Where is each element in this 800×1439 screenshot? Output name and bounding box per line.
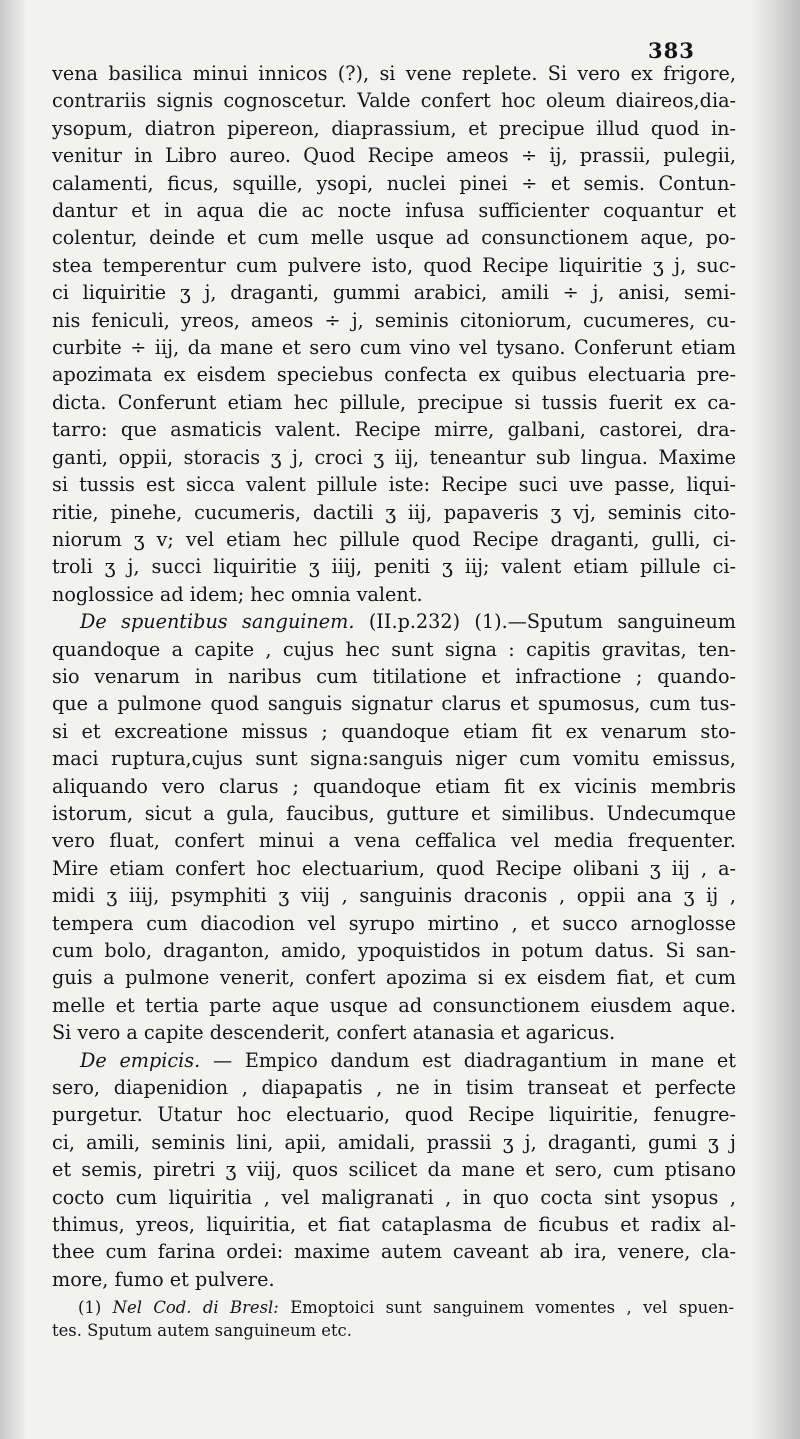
footnote-line: tes. Sputum autem sanguineum etc. xyxy=(52,1321,352,1340)
footnote-marker: (1) xyxy=(78,1298,102,1317)
text-line: maci ruptura,cujus sunt signa:sanguis niger cum vomitu emissus, xyxy=(52,747,736,771)
section-first-line-text: (II.p.232) (1).—Sputum sanguineum xyxy=(354,610,736,634)
text-line: apozimata ex eisdem speciebus confecta ex quibus electuaria pre- xyxy=(52,363,736,387)
text-line: et semis, piretri ʒ viij, quos scilicet da mane et sero, cum ptisano xyxy=(52,1158,736,1182)
main-text xyxy=(52,60,736,1293)
text-line: melle et tertia parte aque usque ad consunctionem eiusdem aque. xyxy=(52,993,736,1017)
text-line: que a pulmone quod sanguis signatur clarus et spumosus, cum tus- xyxy=(52,692,736,716)
text-line: ritie, pinehe, cucumeris, dactili ʒ iij, papaveris ʒ vj, seminis cito- xyxy=(52,500,736,524)
text-line: more, fumo et pulvere. xyxy=(52,1267,275,1291)
page-number: 383 xyxy=(648,38,695,63)
section-first-line xyxy=(52,608,736,635)
text-line: calamenti, ficus, squille, ysopi, nuclei pinei ÷ et semis. Contun- xyxy=(52,171,736,195)
footnote-text: Emoptoici sunt sanguinem vomentes , vel spuen- xyxy=(278,1298,734,1317)
footnote-source: Nel Cod. di Bresl: xyxy=(112,1298,279,1317)
section-heading: De spuentibus sanguinem. xyxy=(80,610,355,634)
text-line: quandoque a capite , cujus hec sunt signa : capitis gravitas, ten- xyxy=(52,637,736,661)
text-line: vero fluat, confert minui a vena ceffalica vel media frequenter. xyxy=(52,829,736,853)
text-line: venitur in Libro aureo. Quod Recipe ameos ÷ ij, prassii, pulegii, xyxy=(52,144,736,168)
text-line: sio venarum in naribus cum titilatione et infractione ; quando- xyxy=(52,664,736,688)
text-line: tarro: que asmaticis valent. Recipe mirre, galbani, castorei, dra- xyxy=(52,418,736,442)
text-line: curbite ÷ iij, da mane et sero cum vino vel tysano. Conferunt etiam xyxy=(52,336,736,360)
text-line: cocto cum liquiritia , vel maligranati , in quo cocta sint ysopus , xyxy=(52,1185,736,1209)
text-line: tempera cum diacodion vel syrupo mirtino , et succo arnoglosse xyxy=(52,911,736,935)
text-line: aliquando vero clarus ; quandoque etiam fit ex vicinis membris xyxy=(52,774,736,798)
text-line: contrariis signis cognoscetur. Valde confert hoc oleum diaireos,dia- xyxy=(52,89,736,113)
text-line: colentur, deinde et cum melle usque ad consunctionem aque, po- xyxy=(52,226,736,250)
text-line: guis a pulmone venerit, confert apozima si ex eisdem fiat, et cum xyxy=(52,966,736,990)
text-line: thee cum farina ordei: maxime autem caveant ab ira, venere, cla- xyxy=(52,1240,736,1264)
text-line: midi ʒ iiij, psymphiti ʒ viij , sanguinis draconis , oppii ana ʒ ij , xyxy=(52,884,736,908)
section-first-line-text: — Empico dandum est diadragantium in mane et xyxy=(200,1048,736,1072)
text-line: thimus, yreos, liquiritia, et fiat cataplasma de ficubus et radix al- xyxy=(52,1213,736,1237)
paragraph-tussis xyxy=(52,60,736,608)
text-line: noglossice ad idem; hec omnia valent. xyxy=(52,582,423,606)
text-line: dantur et in aqua die ac nocte infusa sufficienter coquantur et xyxy=(52,199,736,223)
text-line: ysopum, diatron pipereon, diaprassium, et precipue illud quod in- xyxy=(52,116,736,140)
text-line: niorum ʒ v; vel etiam hec pillule quod Recipe draganti, gulli, ci- xyxy=(52,527,736,551)
text-line: nis feniculi, yreos, ameos ÷ j, seminis citoniorum, cucumeres, cu- xyxy=(52,308,736,332)
section-heading: De empicis. xyxy=(80,1048,201,1072)
text-line: Mire etiam confert hoc electuarium, quod Recipe olibani ʒ iij , a- xyxy=(52,856,736,880)
text-line: cum bolo, draganton, amido, ypoquistidos in potum datus. Si san- xyxy=(52,939,736,962)
footnote-line xyxy=(78,1296,734,1319)
text-line: ci, amili, seminis lini, apii, amidali, prassii ʒ j, draganti, gumi ʒ j xyxy=(52,1130,736,1154)
page-right-shadow xyxy=(750,0,800,1439)
paragraph-empicis xyxy=(52,1047,736,1294)
text-line: purgetur. Utatur hoc electuario, quod Recipe liquiritie, fenugre- xyxy=(52,1103,736,1127)
text-line: istorum, sicut a gula, faucibus, gutture et similibus. Undecumque xyxy=(52,801,736,825)
text-line: troli ʒ j, succi liquiritie ʒ iiij, peniti ʒ iij; valent etiam pillule ci- xyxy=(52,555,736,579)
page-left-shadow xyxy=(0,0,26,1439)
text-line: ci liquiritie ʒ j, draganti, gummi arabici, amili ÷ j, anisi, semi- xyxy=(52,281,736,305)
paragraph-spuentibus xyxy=(52,608,736,1047)
text-line: si et excreatione missus ; quandoque etiam fit ex venarum sto- xyxy=(52,719,736,743)
text-line: dicta. Conferunt etiam hec pillule, precipue si tussis fuerit ex ca- xyxy=(52,390,736,414)
section-first-line xyxy=(52,1047,736,1074)
text-line: sero, diapenidion , diapapatis , ne in tisim transeat et perfecte xyxy=(52,1076,736,1100)
text-line: vena basilica minui innicos (?), si vene replete. Si vero ex frigore, xyxy=(52,62,736,85)
text-line: ganti, oppii, storacis ʒ j, croci ʒ iij, teneantur sub lingua. Maxime xyxy=(52,445,736,469)
footnote xyxy=(52,1296,734,1342)
text-line: Si vero a capite descenderit, confert atanasia et agaricus. xyxy=(52,1021,616,1045)
text-line: stea temperentur cum pulvere isto, quod Recipe liquiritie ʒ j, suc- xyxy=(52,253,736,277)
text-line: si tussis est sicca valent pillule iste: Recipe suci uve passe, liqui- xyxy=(52,473,736,497)
